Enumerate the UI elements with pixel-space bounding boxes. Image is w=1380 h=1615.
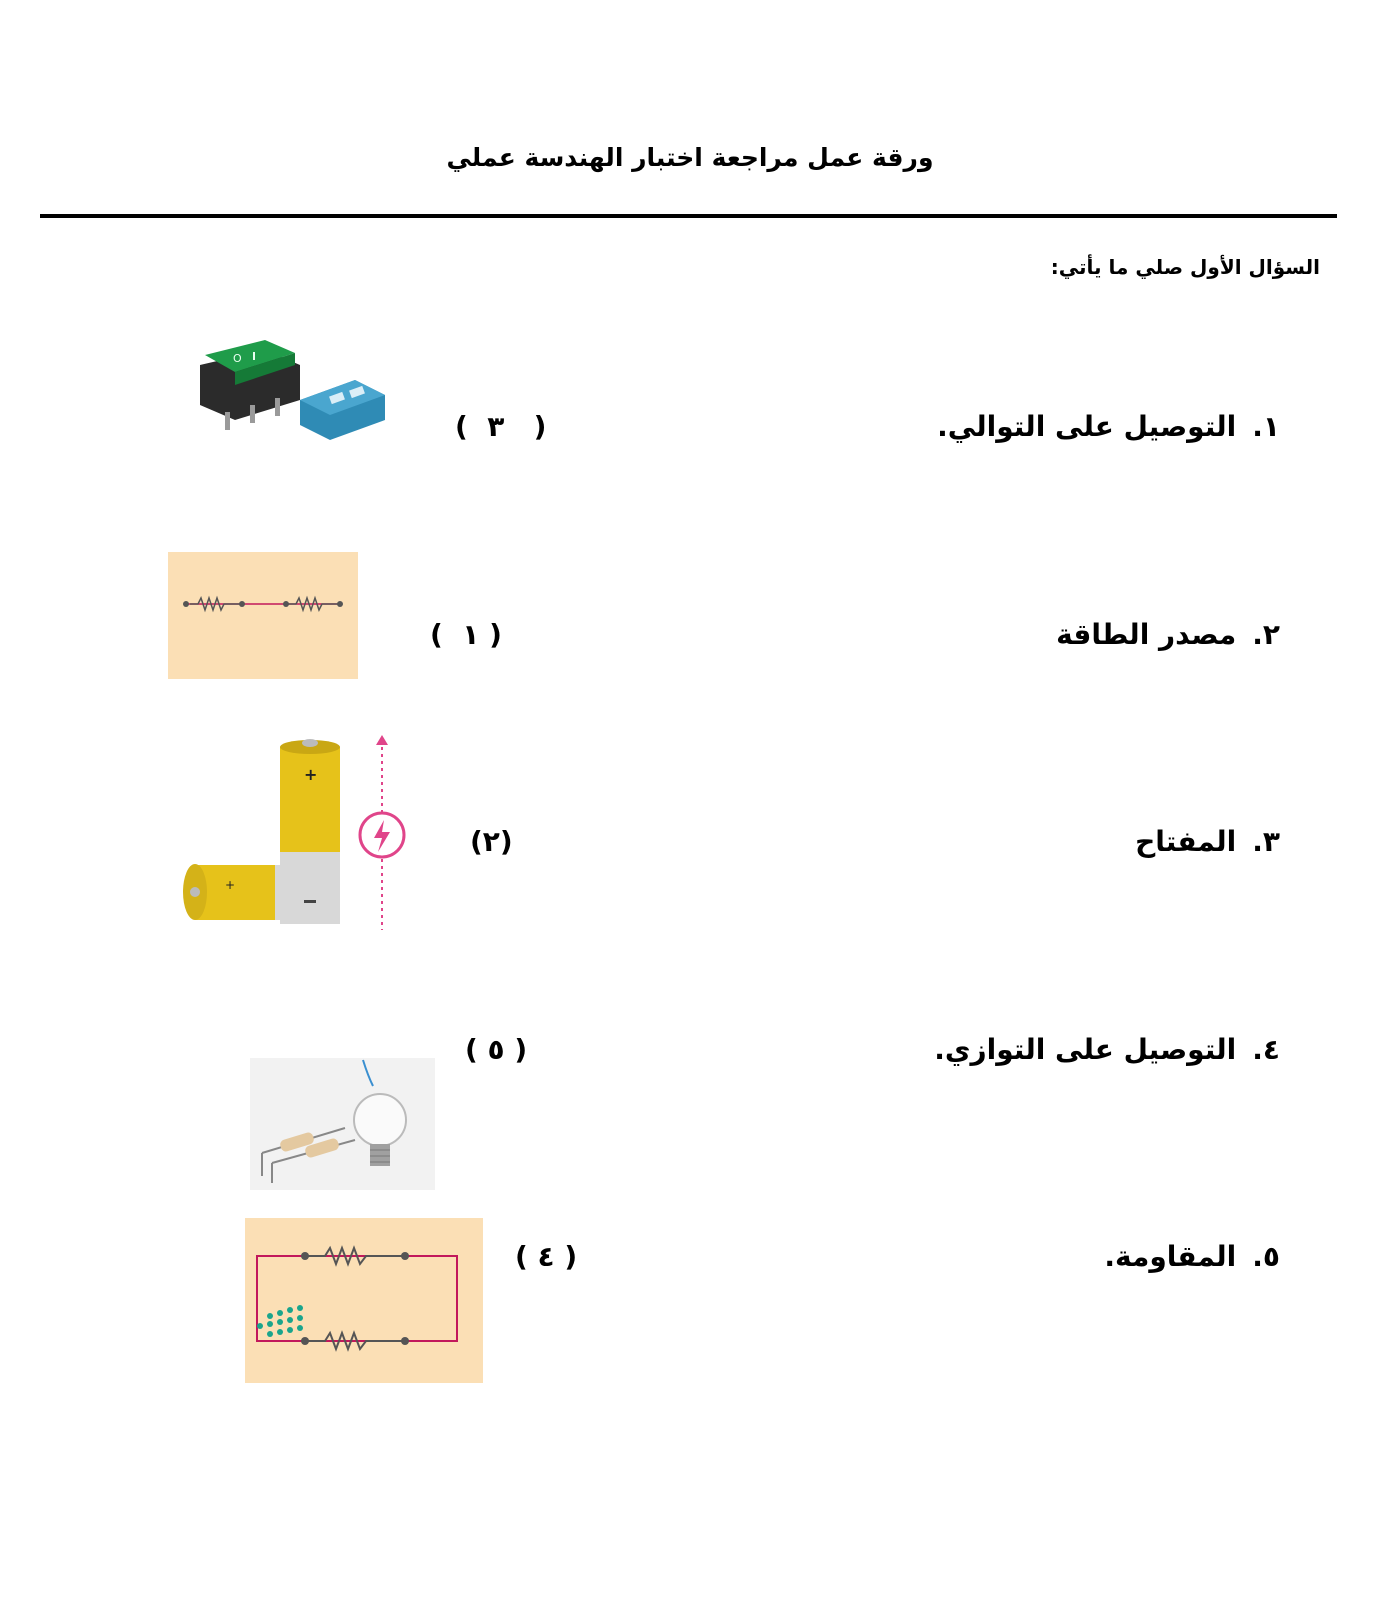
battery-icon (183, 739, 340, 924)
svg-text:+: + (225, 878, 236, 892)
item-number: ٢. (1252, 618, 1280, 651)
item-text: التوصيل على التوالي. (937, 410, 1237, 443)
list-item (937, 410, 1280, 443)
svg-text:+: + (304, 765, 318, 784)
battery-image (180, 735, 415, 935)
page-title: ورقة عمل مراجعة اختبار الهندسة عملي (446, 143, 934, 172)
item-number: ٤. (1252, 1033, 1280, 1066)
series-circuit-image (168, 552, 358, 679)
answer-blank[interactable]: (٢) (470, 825, 513, 858)
item-number: ٣. (1252, 825, 1280, 858)
resistor-bulb-image (250, 1058, 435, 1190)
parallel-circuit-image (245, 1218, 483, 1383)
question-instruction: السؤال الأول صلي ما يأتي: (1050, 255, 1320, 279)
svg-text:O: O (233, 352, 242, 365)
answer-blank[interactable]: ( ١ ) (430, 618, 502, 651)
item-text: المفتاح (1135, 825, 1237, 858)
list-item (934, 1033, 1280, 1066)
item-text: المقاومة. (1104, 1240, 1237, 1273)
list-item (1056, 618, 1280, 651)
item-number: ١. (1252, 410, 1280, 443)
answer-blank[interactable]: ( ٣ ) (455, 410, 547, 443)
dip-switch-icon (300, 380, 385, 440)
item-text: التوصيل على التوازي. (934, 1033, 1237, 1066)
list-item (1104, 1240, 1280, 1273)
answer-blank[interactable]: ( ٤ ) (515, 1240, 578, 1273)
item-number: ٥. (1252, 1240, 1280, 1273)
list-item (1135, 825, 1280, 858)
switches-image (195, 320, 405, 440)
answer-blank[interactable]: ( ٥ ) (465, 1033, 528, 1066)
rocker-switch-icon (200, 340, 300, 430)
energy-flow-icon (360, 735, 404, 930)
item-text: مصدر الطاقة (1056, 618, 1237, 651)
title-divider (40, 214, 1337, 218)
